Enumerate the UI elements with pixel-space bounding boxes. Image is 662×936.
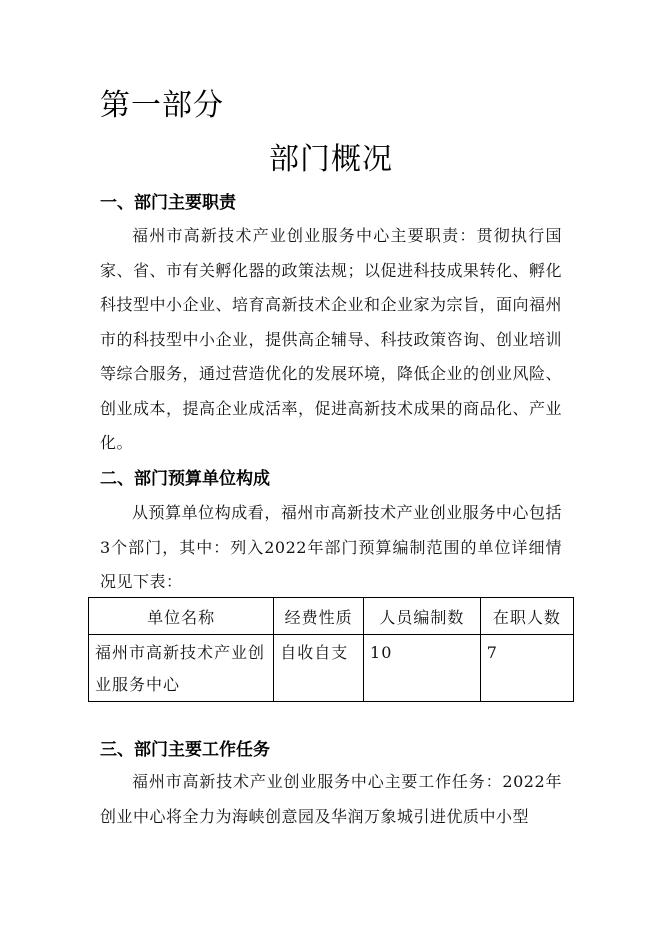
main-title: 部门概况 <box>269 142 393 177</box>
paragraph-budget-units: 从预算单位构成看，福州市高新技术产业创业服务中心包括3个部门，其中：列入2022年部门预算编制范围的单位详细情况见下表： <box>100 503 562 591</box>
table-header-cell: 人员编制数 <box>364 598 481 635</box>
budget-unit-table <box>88 597 574 702</box>
table-cell-funding-type: 自收自支 <box>274 635 364 702</box>
table-header-cell: 经费性质 <box>274 598 364 635</box>
table-cell-staff-quota: 10 <box>364 635 481 702</box>
table-cell-staff-count: 7 <box>480 635 573 702</box>
section-heading-tasks: 三、部门主要工作任务 <box>100 740 270 760</box>
part-title: 第一部分 <box>100 88 224 123</box>
paragraph-duties: 福州市高新技术产业创业服务中心主要职责：贯彻执行国家、省、市有关孵化器的政策法规；以促进科技成果转化、孵化科技型中小企业、培育高新技术企业和企业家为宗旨，面向福州市的科技型中小企业，提供高企辅导、科技政策咨询、创业培训等综合服务，通过营造优化的发展环境，降低企业的创业风险、创业成本，提高企业成活率，促进高新技术成果的商品化、产业化。 <box>100 226 563 452</box>
table-header-cell: 在职人数 <box>480 598 573 635</box>
table-cell-unit-name: 福州市高新技术产业创业服务中心 <box>89 635 274 702</box>
section-heading-budget-units: 二、部门预算单位构成 <box>100 469 270 489</box>
table-header-row <box>89 598 574 635</box>
section-heading-duties: 一、部门主要职责 <box>100 193 236 213</box>
table-row <box>89 635 574 702</box>
table-header-cell: 单位名称 <box>89 598 274 635</box>
paragraph-tasks: 福州市高新技术产业创业服务中心主要工作任务：2022年创业中心将全力为海峡创意园及华润万象城引进优质中小型 <box>100 772 562 826</box>
